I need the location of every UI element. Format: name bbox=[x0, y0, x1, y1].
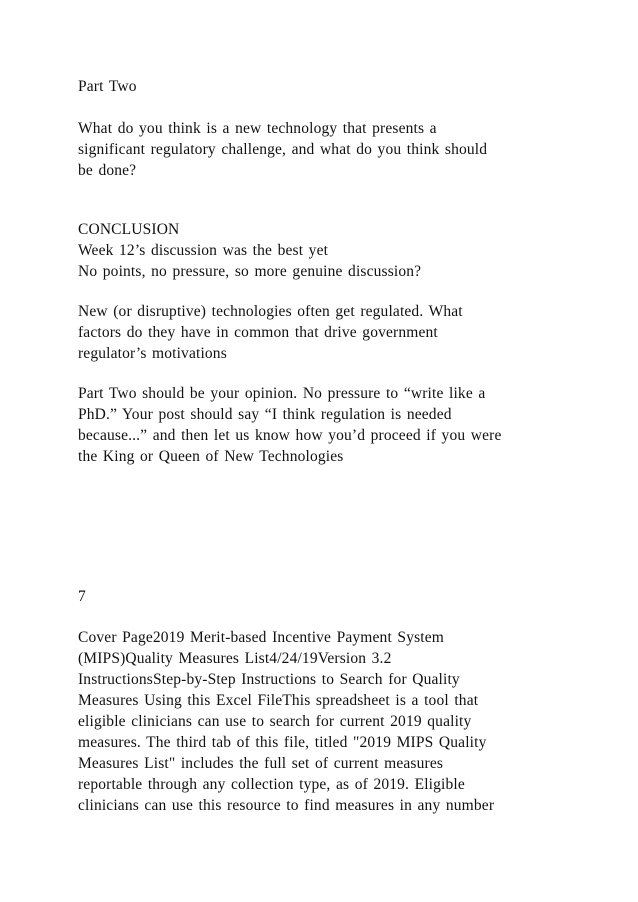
cover-page-line-8: reportable through any collection type, as of 2019. Eligible bbox=[78, 776, 465, 793]
paragraph-3-line-1: Part Two should be your opinion. No pressure to “write like a bbox=[78, 385, 486, 402]
cover-page-line-6: measures. The third tab of this file, titled "2019 MIPS Quality bbox=[78, 734, 487, 751]
cover-page-line-4: Measures Using this Excel FileThis spreadsheet is a tool that bbox=[78, 692, 479, 709]
conclusion-heading: CONCLUSION bbox=[78, 221, 180, 238]
section-heading-part-two: Part Two bbox=[78, 78, 137, 95]
cover-page-line-7: Measures List" includes the full set of current measures bbox=[78, 755, 444, 772]
paragraph-2-line-3: regulator’s motivations bbox=[78, 345, 227, 362]
cover-page-line-3: InstructionsStep-by-Step Instructions to Search for Quality bbox=[78, 671, 460, 688]
question-line-2: significant regulatory challenge, and what do you think should bbox=[78, 141, 488, 158]
page-number: 7 bbox=[78, 588, 86, 605]
paragraph-2-line-1: New (or disruptive) technologies often get regulated. What bbox=[78, 303, 463, 320]
paragraph-3-line-2: PhD.” Your post should say “I think regulation is needed bbox=[78, 406, 452, 423]
paragraph-3-line-3: because...” and then let us know how you’d proceed if you were bbox=[78, 427, 502, 444]
cover-page-line-5: eligible clinicians can use to search for current 2019 quality bbox=[78, 713, 472, 730]
conclusion-line-1: Week 12’s discussion was the best yet bbox=[78, 242, 329, 259]
conclusion-line-2: No points, no pressure, so more genuine discussion? bbox=[78, 263, 422, 280]
question-line-1: What do you think is a new technology that presents a bbox=[78, 120, 437, 137]
question-line-3: be done? bbox=[78, 162, 137, 179]
cover-page-line-1: Cover Page2019 Merit-based Incentive Payment System bbox=[78, 629, 444, 646]
paragraph-2-line-2: factors do they have in common that drive government bbox=[78, 324, 438, 341]
paragraph-3-line-4: the King or Queen of New Technologies bbox=[78, 448, 344, 465]
cover-page-line-2: (MIPS)Quality Measures List4/24/19Version 3.2 bbox=[78, 650, 392, 667]
cover-page-line-9: clinicians can use this resource to find measures in any number bbox=[78, 797, 495, 814]
